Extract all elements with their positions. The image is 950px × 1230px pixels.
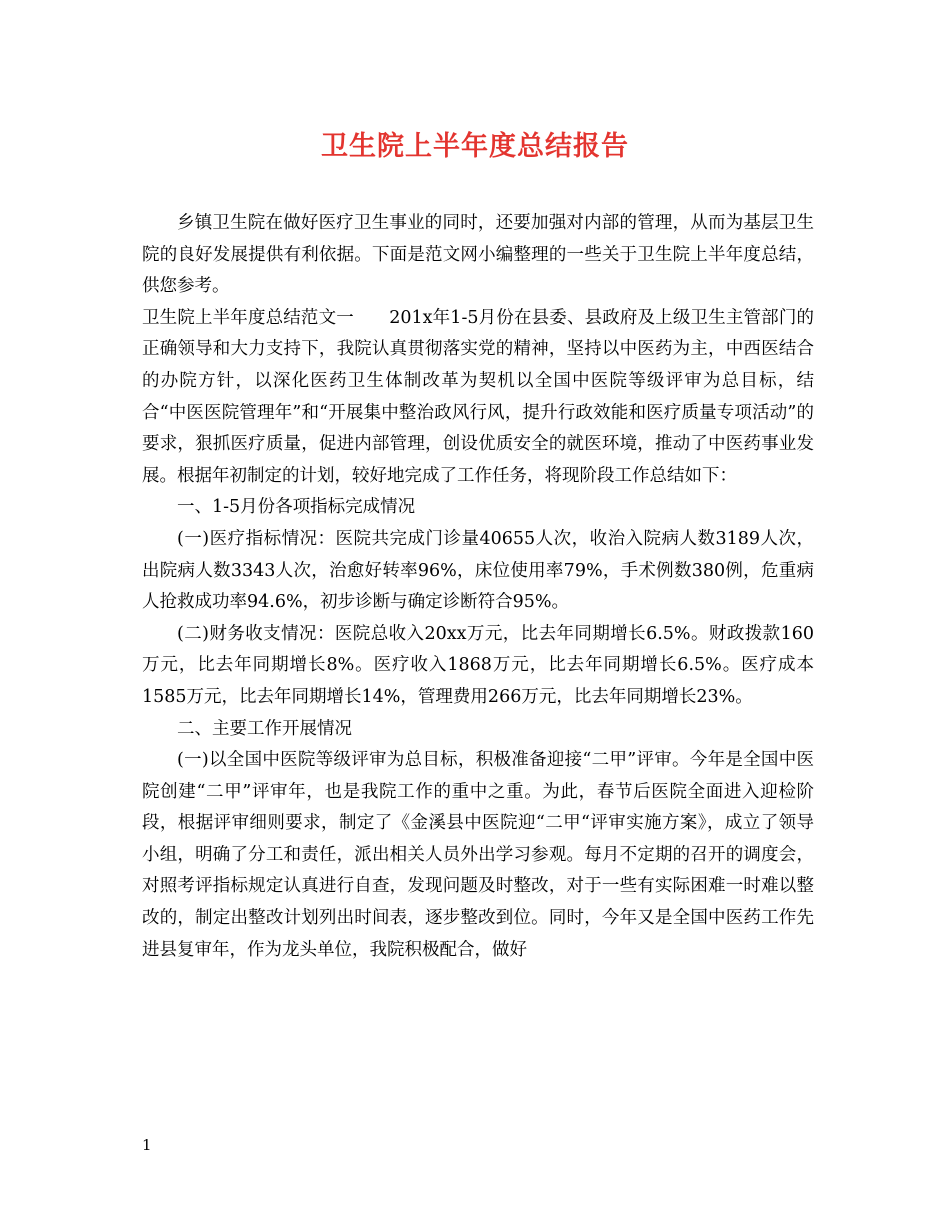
paragraph-intro: 乡镇卫生院在做好医疗卫生事业的同时，还要加强对内部的管理，从而为基层卫生院的良好发展提供有利依据。下面是范文网小编整理的一些关于卫生院上半年度总结，供您参考。 (142, 213, 814, 297)
document-title: 卫生院上半年度总结报告 (321, 131, 629, 162)
paragraph-evaluation: (一)以全国中医院等级评审为总目标，积极准备迎接“二甲”评审。今年是全国中医院创建“二甲”评审年，也是我院工作的重中之重。为此，春节后医院全面进入迎检阶段，根据评审细则要求，制定了《金溪县中医院迎“二甲“评审实施方案》，成立了领导小组，明确了分工和责任，派出相关人员外出学习参观。每月不定期的召开的调度会，对照考评指标规定认真进行自查，发现问题及时整改，对于一些有实际困难一时难以整改的，制定出整改计划列出时间表，逐步整改到位。同时，今年又是全国中医药工作先进县复审年，作为龙头单位，我院积极配合，做好 (142, 750, 814, 960)
paragraph-sample-one: 卫生院上半年度总结范文一 201x年1-5月份在县委、县政府及上级卫生主管部门的正确领导和大力支持下，我院认真贯彻落实党的精神，坚持以中医药为主，中西医结合的办院方针，以深化医药卫生体制改革为契机以全国中医院等级评审为总目标，结合“中医医院管理年”和“开展集中整治政风行风，提升行政效能和医疗质量专项活动”的要求，狠抓医疗质量，促进内部管理，创设优质安全的就医环境，推动了中医药事业发展。根据年初制定的计划，较好地完成了工作任务，将现阶段工作总结如下： (142, 307, 814, 486)
section-heading-indicators: 一、1-5月份各项指标完成情况 (177, 497, 416, 518)
section-heading-main-work: 二、主要工作开展情况 (177, 718, 352, 739)
document-body (142, 208, 814, 966)
paragraph-medical-indicators: (一)医疗指标情况：医院共完成门诊量40655人次，收治入院病人数3189人次，出院病人数3343人次，治愈好转率96%，床位使用率79%，手术例数380例，危重病人抢救成功率94.6%，初步诊断与确定诊断符合95%。 (142, 528, 814, 613)
page-number: 1 (142, 1136, 152, 1154)
paragraph-financial: (二)财务收支情况：医院总收入20xx万元，比去年同期增长6.5%。财政拨款160万元，比去年同期增长8%。医疗收入1868万元，比去年同期增长6.5%。医疗成本1585万元，比去年同期增长14%，管理费用266万元，比去年同期增长23%。 (142, 623, 814, 707)
